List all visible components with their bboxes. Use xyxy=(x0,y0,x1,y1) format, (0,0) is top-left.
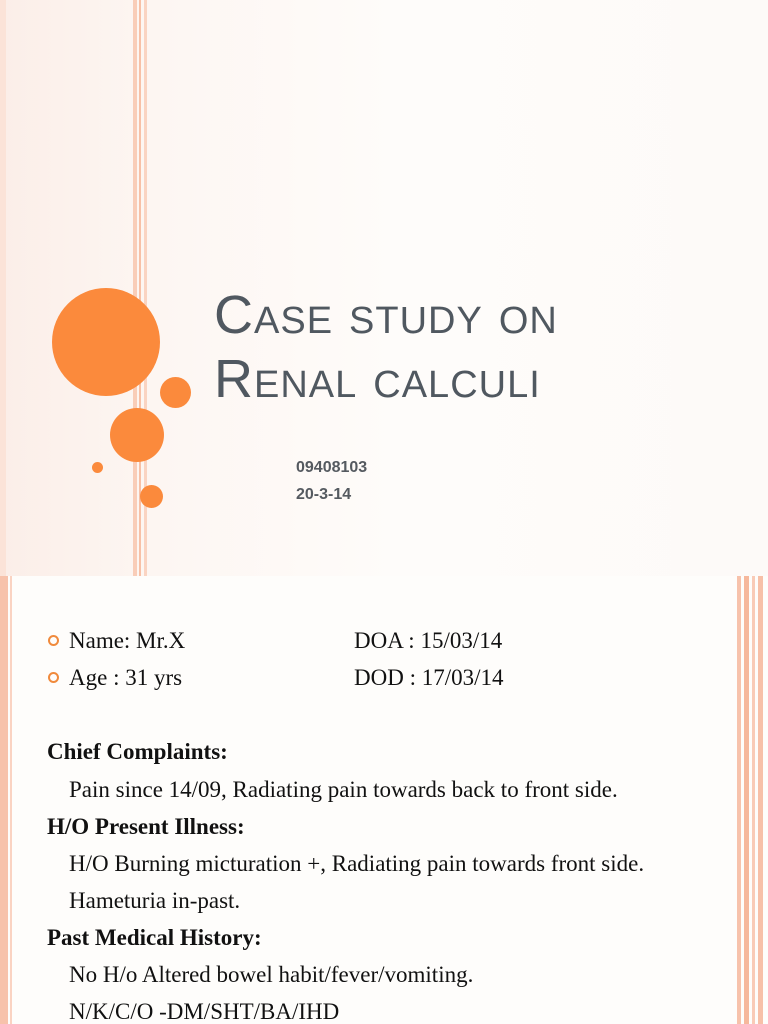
subtitle-date: 20-3-14 xyxy=(296,486,352,503)
chief-complaints-heading: Chief Complaints: xyxy=(47,739,228,764)
circle-bullet-icon xyxy=(48,672,59,683)
title-line-2: Renal calculi xyxy=(214,349,541,409)
patient-age: Age : 31 yrs xyxy=(69,665,183,690)
past-history-heading: Past Medical History: xyxy=(47,925,262,950)
date-of-discharge: DOD : 17/03/14 xyxy=(354,665,504,690)
circle-bullet-icon xyxy=(48,635,59,646)
patient-info-row xyxy=(48,626,608,663)
right-stripe xyxy=(737,576,741,1024)
right-stripe xyxy=(752,576,755,1024)
small-orange-circle xyxy=(140,485,163,508)
left-stripe xyxy=(0,576,8,1024)
present-illness-heading: H/O Present Illness: xyxy=(47,814,245,839)
patient-info-list xyxy=(48,626,608,700)
present-illness-text: Hameturia in-past. xyxy=(69,888,241,913)
medium-orange-circle xyxy=(110,408,164,462)
past-history-text: N/K/C/O -DM/SHT/BA/IHD xyxy=(69,999,340,1024)
tiny-orange-dot xyxy=(92,462,103,473)
patient-info-row xyxy=(48,663,608,700)
stripe-decoration xyxy=(133,0,137,576)
small-orange-circle xyxy=(160,377,191,408)
subtitle-id: 09408103 xyxy=(296,459,368,476)
case-details-slide xyxy=(0,576,768,1024)
right-stripe xyxy=(744,576,749,1024)
past-history-text: No H/o Altered bowel habit/fever/vomiting. xyxy=(69,962,474,987)
left-stripe xyxy=(0,0,6,576)
slide-subtitle xyxy=(296,454,367,508)
date-of-admission: DOA : 15/03/14 xyxy=(354,628,503,653)
present-illness-text: H/O Burning micturation +, Radiating pain towards front side. xyxy=(69,851,645,876)
left-stripe-thin xyxy=(10,576,12,1024)
title-line-1: Case study on xyxy=(214,285,558,345)
large-orange-circle xyxy=(52,288,160,396)
slide-title xyxy=(214,283,558,411)
patient-name: Name: Mr.X xyxy=(69,628,186,653)
right-stripe xyxy=(758,576,763,1024)
chief-complaints-text: Pain since 14/09, Radiating pain towards back to front side. xyxy=(69,777,618,802)
